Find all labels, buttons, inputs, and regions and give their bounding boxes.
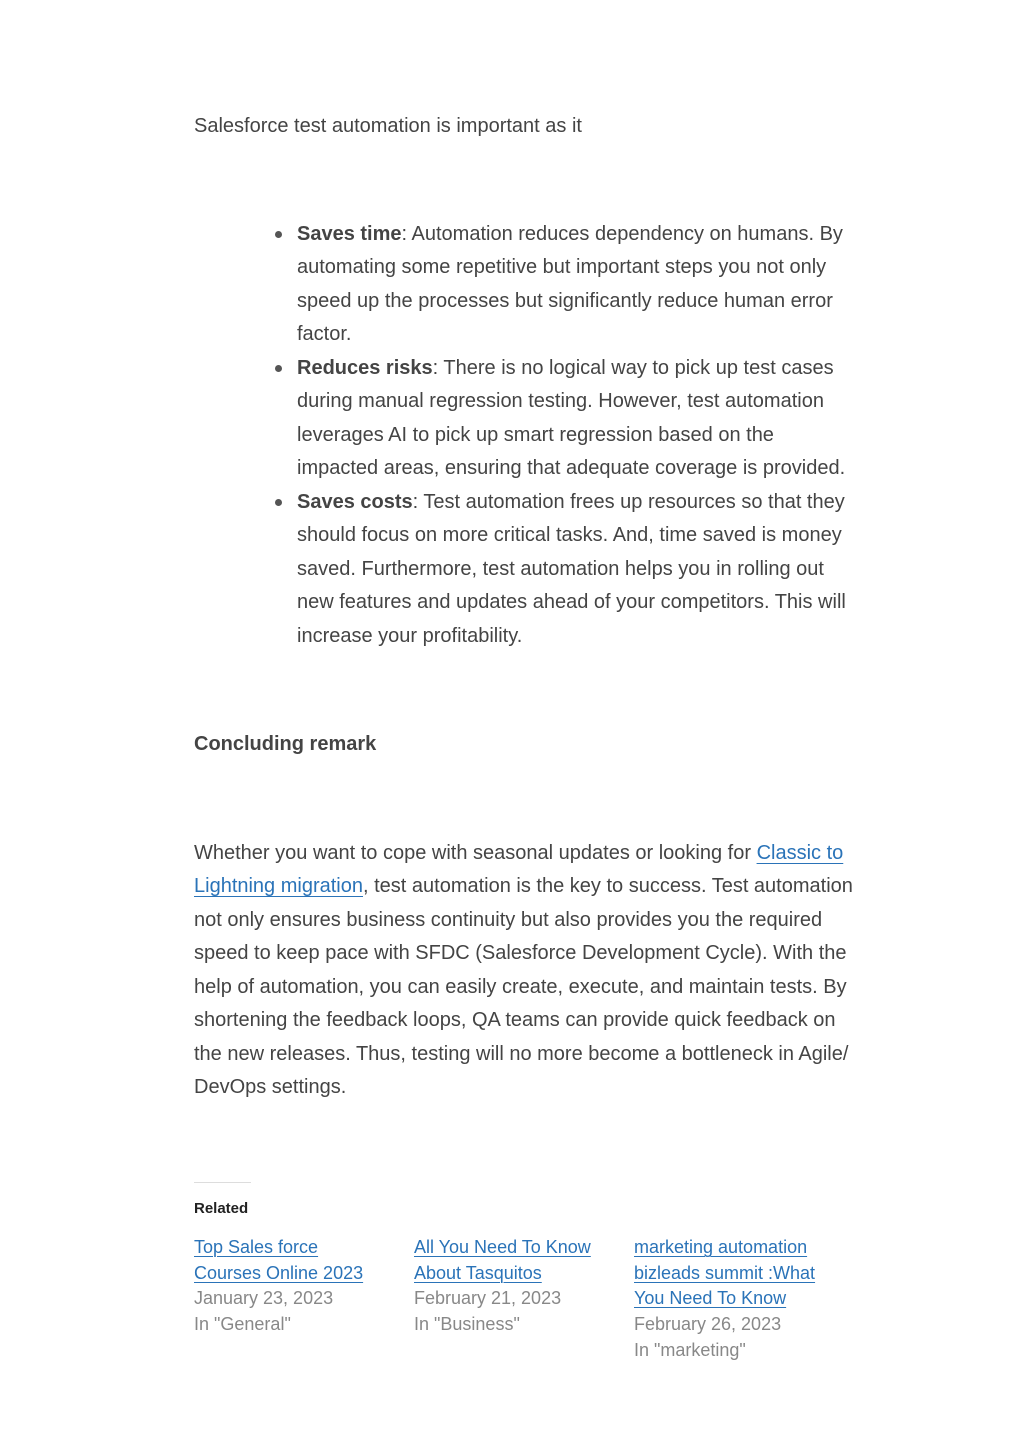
list-item: [297, 486, 859, 654]
related-post-date: February 26, 2023: [634, 1314, 782, 1335]
classic-to-lightning-link[interactable]: Classic to Lightning migration: [194, 841, 844, 897]
conclusion-paragraph: [194, 837, 859, 1105]
benefit-text: : Automation reduces dependency on humans. By automating some repetitive but important steps you not only speed up the processes but significantly reduce human error factor.: [297, 222, 843, 345]
bullet-icon: [275, 499, 282, 506]
related-post-category: In "Business": [414, 1314, 520, 1335]
related-post-date: January 23, 2023: [194, 1288, 334, 1309]
related-post-date: February 21, 2023: [414, 1288, 562, 1309]
benefit-text: : Test automation frees up resources so that they should focus on more critical tasks. And, time saved is money saved. Furthermore, test automation helps you in rolling out new features and updates ahead of your competitors. This will increase your profitability.: [297, 490, 846, 647]
related-item: [194, 1235, 414, 1364]
benefit-title: Saves costs: [297, 490, 413, 513]
related-post-link[interactable]: marketing automation bizleads summit :What You Need To Know: [634, 1237, 816, 1309]
benefit-title: Saves time: [297, 222, 402, 245]
related-heading: Related: [194, 1200, 249, 1217]
related-item: [634, 1235, 854, 1364]
related-post-link[interactable]: Top Sales force Courses Online 2023: [194, 1237, 364, 1283]
list-item: [297, 352, 859, 486]
list-item: [297, 218, 859, 352]
related-divider: [194, 1182, 251, 1183]
section-heading: Concluding remark: [194, 733, 377, 755]
related-posts: [194, 1182, 859, 1364]
conclusion-text-start: Whether you want to cope with seasonal updates or looking for: [194, 841, 757, 864]
related-grid: [194, 1235, 859, 1364]
bullet-icon: [275, 365, 282, 372]
intro-paragraph: Salesforce test automation is important as it: [194, 115, 582, 137]
related-item: [414, 1235, 634, 1364]
related-post-category: In "General": [194, 1314, 291, 1335]
conclusion-text-end: , test automation is the key to success. Test automation not only ensures business continuity but also provides you the required speed to keep pace with SFDC (Salesforce Development Cycle). With the help of automation, you can easily create, execute, and maintain tests. By shortening the feedback loops, QA teams can provide quick feedback on the new releases. Thus, testing will no more become a bottleneck in Agile/ DevOps settings.: [194, 875, 853, 1098]
benefit-text: : There is no logical way to pick up test cases during manual regression testing. However, test automation leverages AI to pick up smart regression based on the impacted areas, ensuring that adequate coverage is provided.: [297, 356, 846, 479]
related-post-category: In "marketing": [634, 1339, 746, 1360]
benefit-title: Reduces risks: [297, 356, 433, 379]
article-body: [194, 110, 859, 1105]
related-post-link[interactable]: All You Need To Know About Tasquitos: [414, 1237, 591, 1283]
benefits-list: [194, 218, 859, 654]
bullet-icon: [275, 231, 282, 238]
